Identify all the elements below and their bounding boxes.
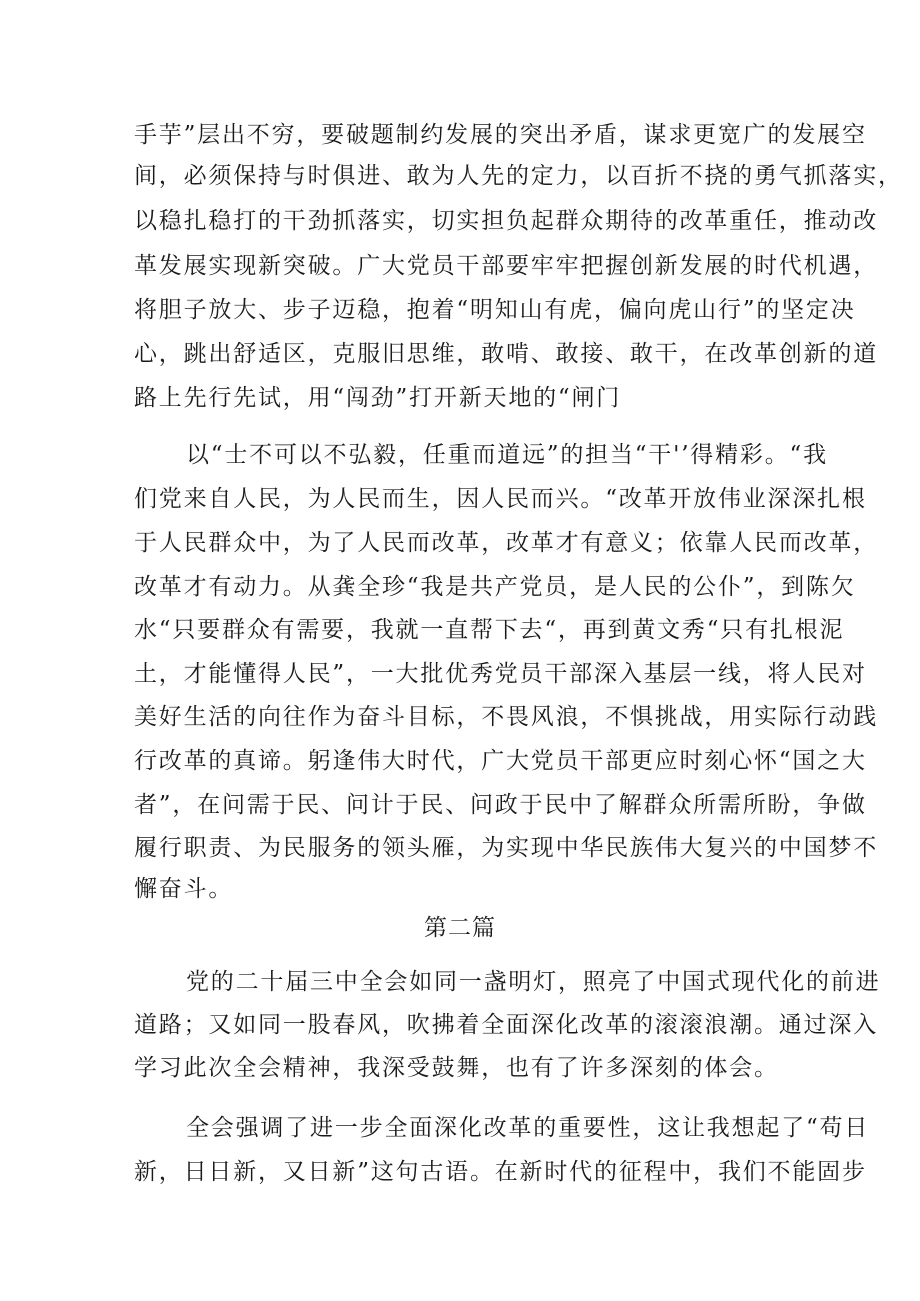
text-line: 革发展实现新突破。广大党员干部要牢牢把握创新发展的时代机遇， xyxy=(134,253,878,279)
text-line: 履行职责、为民服务的领头雁，为实现中华民族伟大复兴的中国梦不 xyxy=(134,835,878,861)
text-line: 将胆子放大、步子迈稳，抱着“明知山有虎，偏向虎山行”的坚定决 xyxy=(134,297,856,323)
text-line: 全会强调了进一步全面深化改革的重要性，这让我想起了“苟日 xyxy=(186,1115,870,1141)
text-line: 路上先行先试，用“闯劲”打开新天地的“闸门 xyxy=(134,385,622,411)
text-line: 新，日日新，又日新”这句古语。在新时代的征程中，我们不能固步 xyxy=(134,1159,867,1185)
text-line: 土，才能懂得人民”，一大批优秀党员干部深入基层一线，将人民对 xyxy=(134,661,867,687)
section-heading: 第二篇 xyxy=(424,915,496,941)
text-line: 水“只要群众有需要，我就一直帮下去“，再到黄文秀“只有扎根泥 xyxy=(134,617,845,643)
text-line: 以“士不可以不弘毅，任重而道远”的担当“干'’得精彩。“我 xyxy=(186,442,828,468)
text-line: 手芋”层出不穷，要破题制约发展的突出矛盾，谋求更宽广的发展空 xyxy=(134,122,867,148)
text-line: 者”，在问需于民、问计于民、问政于民中了解群众所需所盼，争做 xyxy=(134,792,867,818)
text-line: 党的二十届三中全会如同一盏明灯，照亮了中国式现代化的前进 xyxy=(186,969,881,995)
text-line: 以稳扎稳打的干劲抓落实，切实担负起群众期待的改革重任，推动改 xyxy=(134,208,878,234)
text-line: 们党来自人民，为人民而生，因人民而兴。“改革开放伟业深深扎根 xyxy=(134,486,867,512)
text-line: 道路；又如同一股春风，吹拂着全面深化改革的滚滚浪潮。通过深入 xyxy=(134,1012,878,1038)
text-line: 行改革的真谛。躬逢伟大时代，广大党员干部更应时刻心怀“国之大 xyxy=(134,748,867,774)
text-line: 于人民群众中，为了人民而改革，改革才有意义；依靠人民而改革， xyxy=(134,530,878,556)
text-line: 学习此次全会精神，我深受鼓舞，也有了许多深刻的体会。 xyxy=(134,1055,779,1081)
text-line: 懈奋斗。 xyxy=(134,876,234,902)
text-line: 间，必须保持与时俱进、敢为人先的定力，以百折不挠的勇气抓落实， xyxy=(134,163,903,189)
text-line: 心，跳出舒适区，克服旧思维，敢啃、敢接、敢干，在改革创新的道 xyxy=(134,341,878,367)
text-line: 美好生活的向往作为奋斗目标，不畏风浪，不惧挑战，用实际行动践 xyxy=(134,704,878,730)
text-line: 改革才有动力。从龚全珍“我是共产党员，是人民的公仆”，到陈欠 xyxy=(134,574,856,600)
